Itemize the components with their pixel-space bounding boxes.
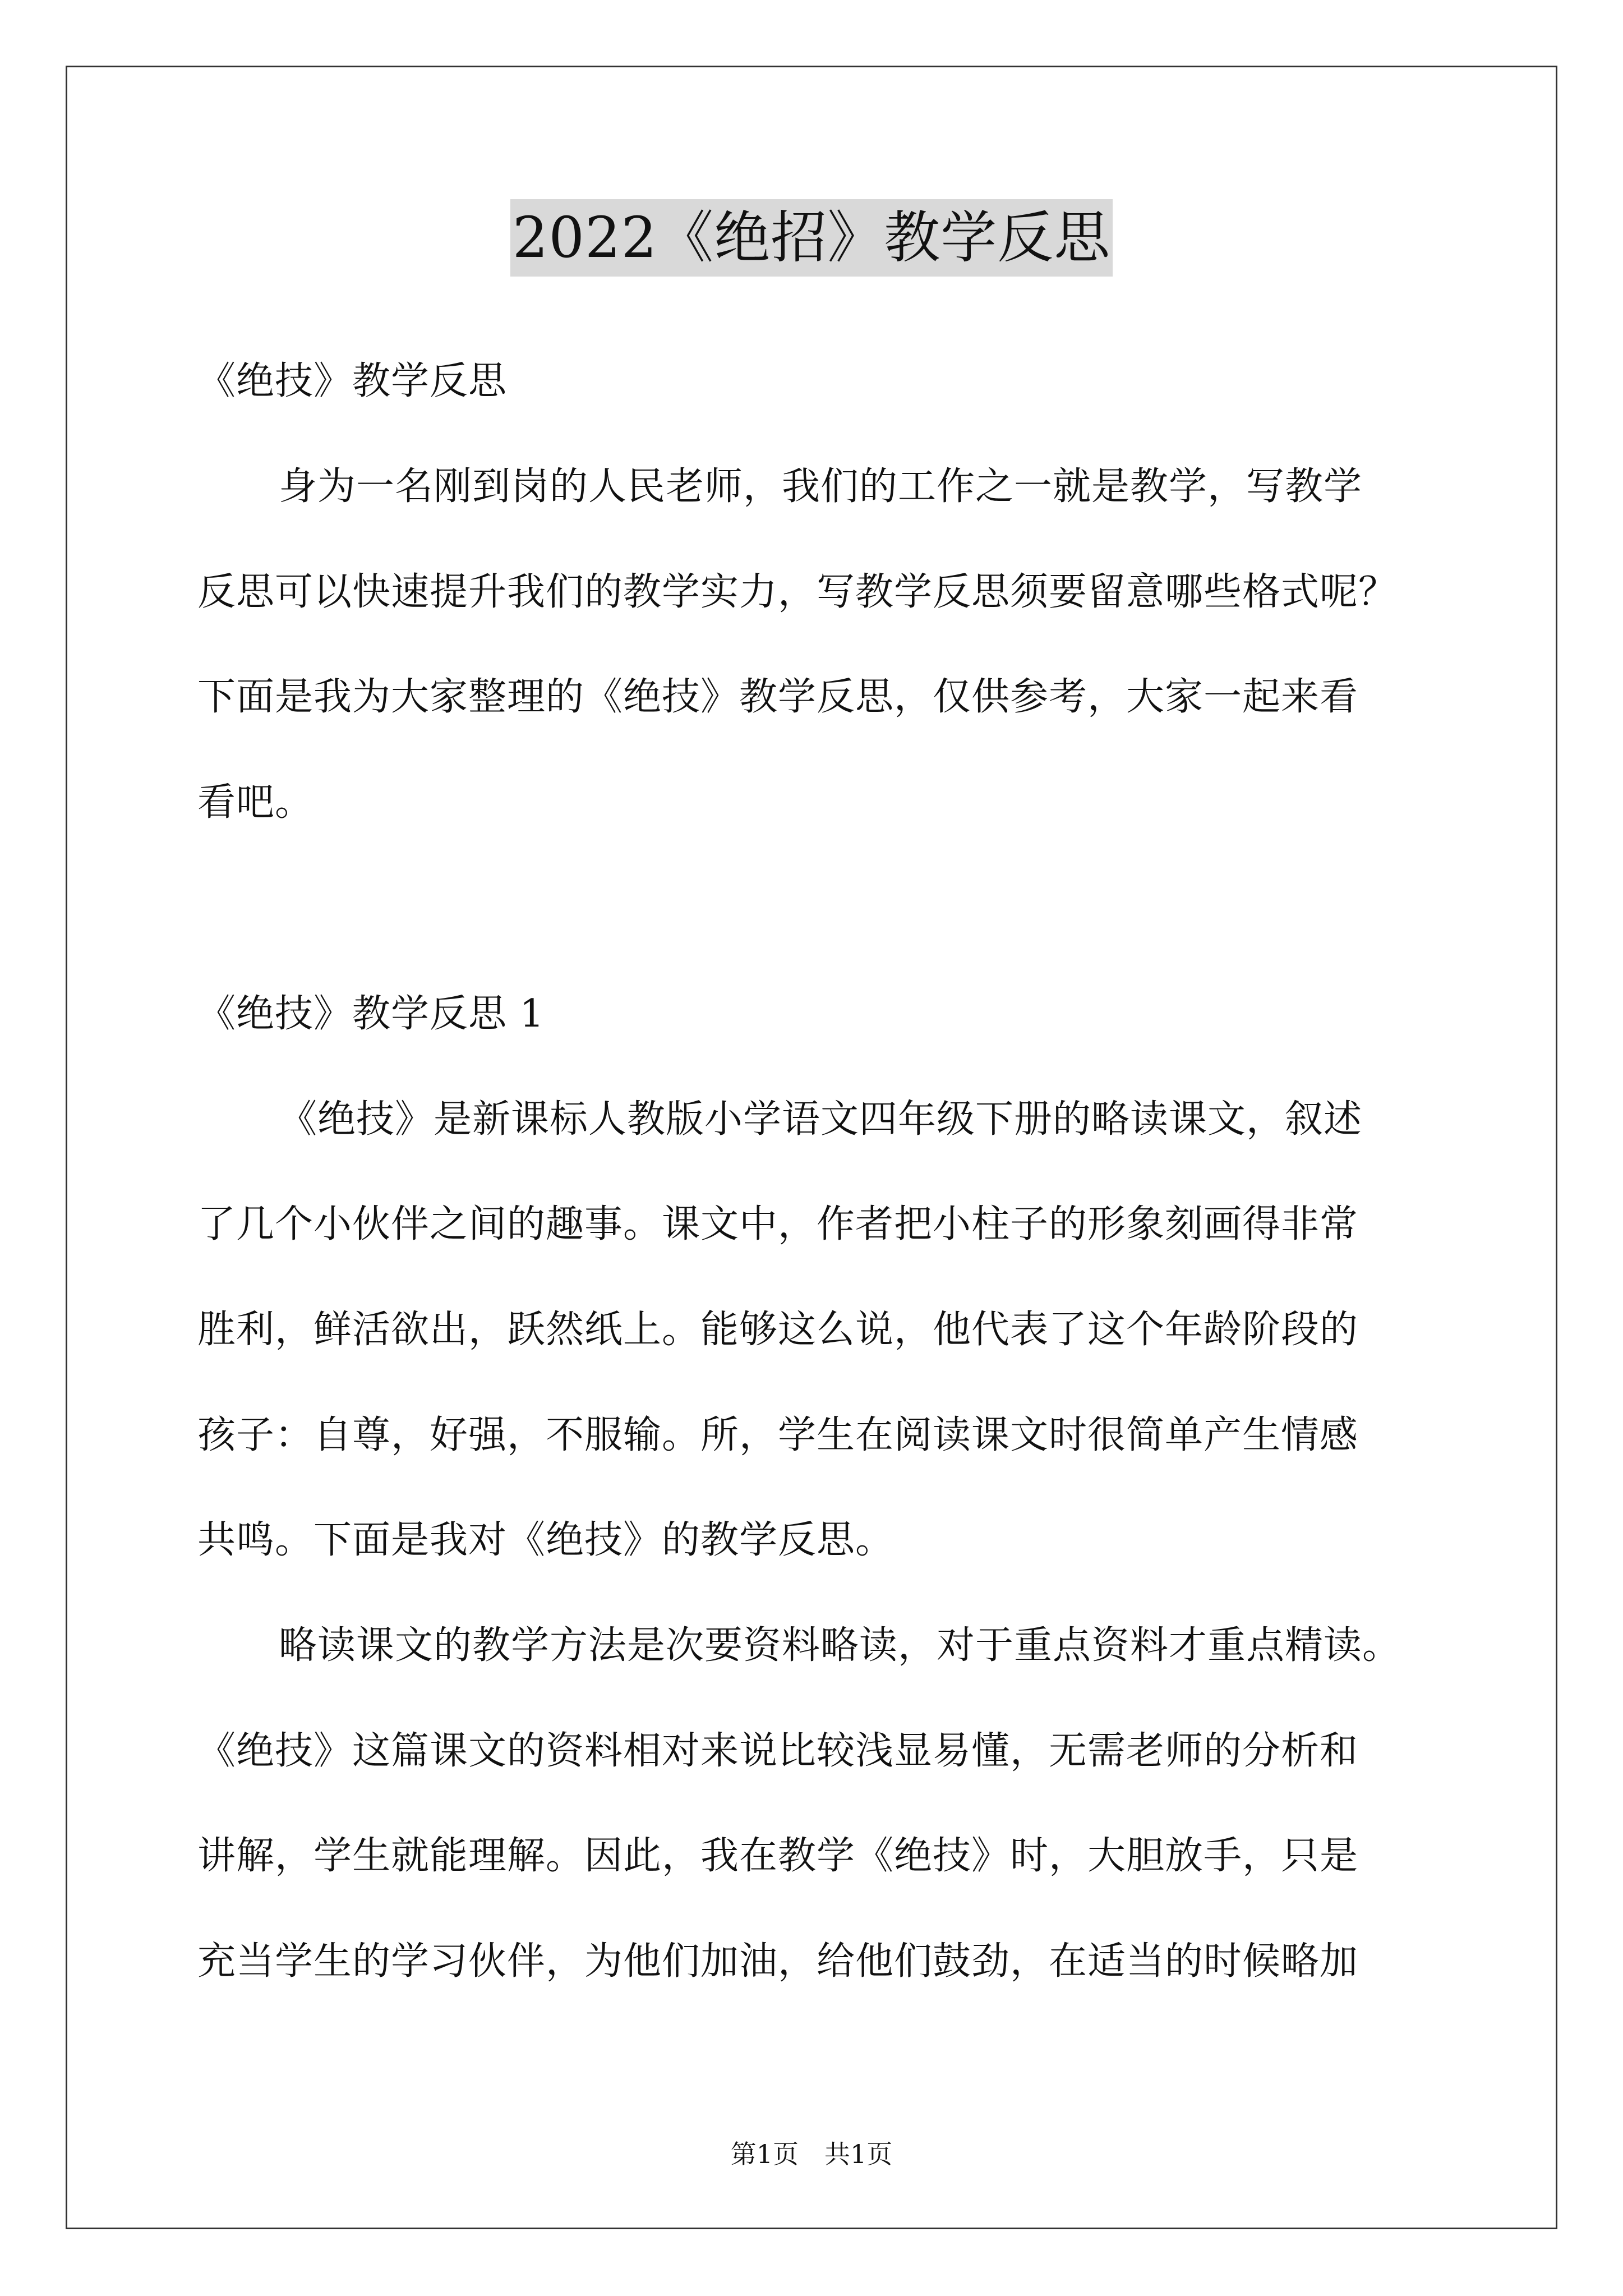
section-heading: 《绝技》教学反思 1	[197, 992, 545, 1036]
paragraph-line: 《绝技》这篇课文的资料相对来说比较浅显易懂，无需老师的分析和	[197, 1729, 1359, 1773]
page-footer	[0, 2137, 1623, 2171]
subtitle-line: 《绝技》教学反思	[197, 359, 508, 403]
paragraph-line: 《绝技》是新课标人教版小学语文四年级下册的略读课文，叙述	[279, 1097, 1363, 1142]
paragraph-line: 略读课文的教学方法是次要资料略读，对于重点资料才重点精读。	[279, 1623, 1401, 1668]
paragraph-line: 了几个小伙伴之间的趣事。课文中，作者把小柱子的形象刻画得非常	[197, 1202, 1359, 1246]
title-container	[0, 199, 1623, 277]
page-number: 第1页	[730, 2139, 799, 2169]
paragraph-line: 充当学生的学习伙伴，为他们加油，给他们鼓劲，在适当的时候略加	[197, 1939, 1359, 1984]
paragraph-line: 下面是我为大家整理的《绝技》教学反思，仅供参考，大家一起来看	[197, 675, 1359, 719]
paragraph-line: 讲解，学生就能理解。因此，我在教学《绝技》时，大胆放手，只是	[197, 1834, 1359, 1878]
paragraph-line: 看吧。	[197, 780, 314, 825]
paragraph-line: 孩子：自尊，好强，不服输。所，学生在阅读课文时很简单产生情感	[197, 1413, 1359, 1457]
page-total: 共1页	[824, 2139, 893, 2169]
paragraph-line: 反思可以快速提升我们的教学实力，写教学反思须要留意哪些格式呢？	[197, 570, 1398, 614]
paragraph-line: 胜利，鲜活欲出，跃然纸上。能够这么说，他代表了这个年龄阶段的	[197, 1308, 1359, 1352]
paragraph-line: 身为一名刚到岗的人民老师，我们的工作之一就是教学，写教学	[279, 464, 1363, 509]
paragraph-line: 共鸣。下面是我对《绝技》的教学反思。	[197, 1518, 895, 1562]
document-title: 2022《绝招》教学反思	[510, 199, 1113, 277]
